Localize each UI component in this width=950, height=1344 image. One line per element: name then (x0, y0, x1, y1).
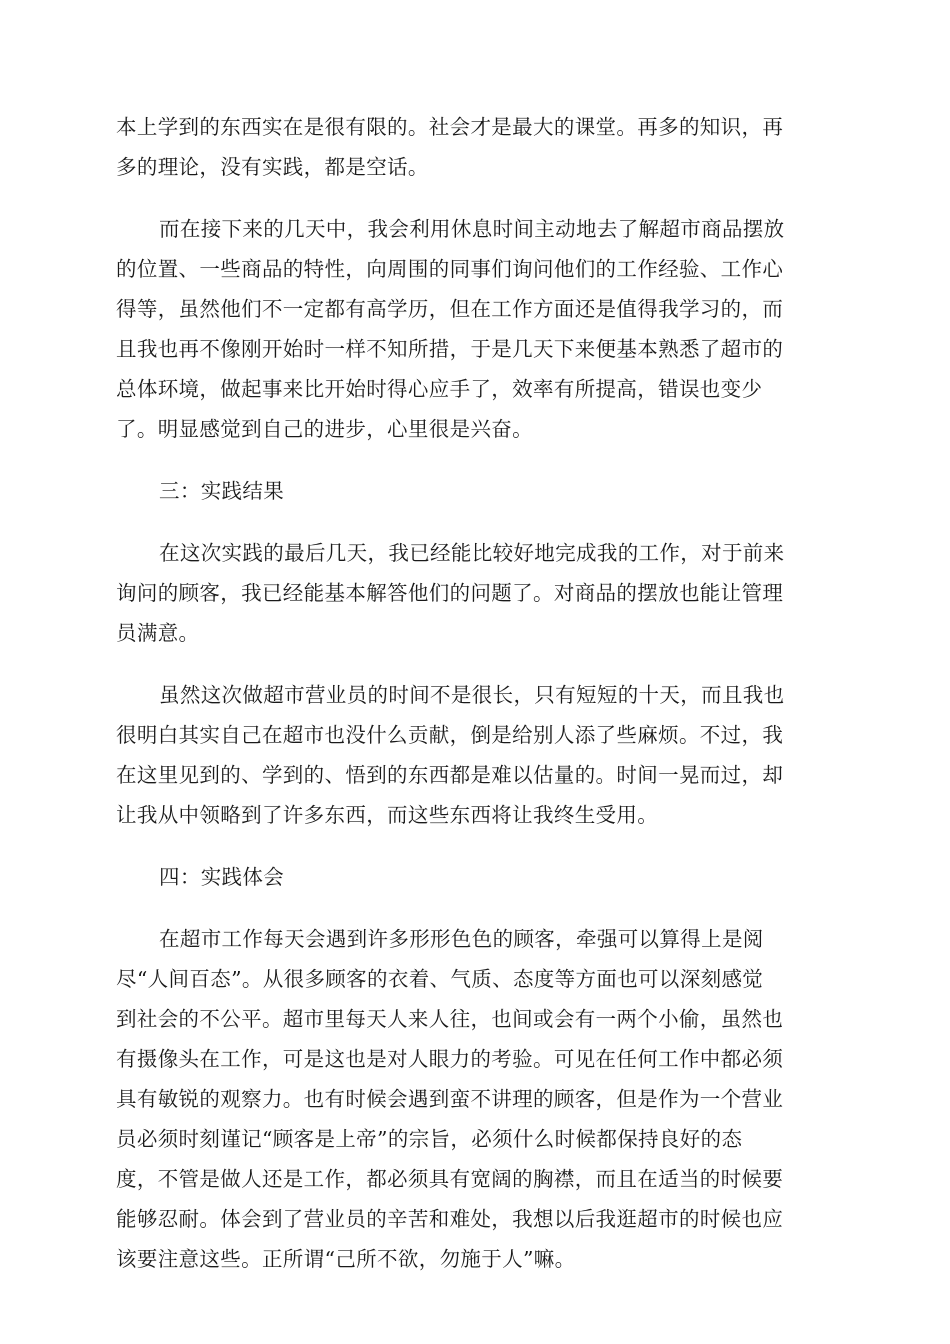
text-line: 的位置、一些商品的特性，向周围的同事们询问他们的工作经验、工作心 (116, 257, 784, 281)
text-line: 员满意。 (116, 621, 200, 645)
text-line: 多的理论，没有实践，都是空话。 (116, 155, 429, 179)
document-body (116, 107, 833, 1279)
text-line: 了。明显感觉到自己的进步，心里很是兴奋。 (116, 417, 533, 441)
text-line: 且我也再不像刚开始时一样不知所措，于是几天下来便基本熟悉了超市的 (116, 337, 784, 361)
paragraph (116, 919, 833, 1279)
text-line: 虽然这次做超市营业员的时间不是很长，只有短短的十天，而且我也 (159, 683, 785, 707)
text-line: 在这次实践的最后几天，我已经能比较好地完成我的工作，对于前来 (159, 541, 785, 565)
text-line: 该要注意这些。正所谓“己所不欲，勿施于人”嘛。 (116, 1247, 576, 1271)
section-heading: 三：实践结果 (159, 479, 285, 503)
text-line: 本上学到的东西实在是很有限的。社会才是最大的课堂。再多的知识，再 (116, 115, 784, 139)
text-line: 度，不管是做人还是工作，都必须具有宽阔的胸襟，而且在适当的时候要 (116, 1167, 784, 1191)
text-line: 很明白其实自己在超市也没什么贡献，倒是给别人添了些麻烦。不过，我 (116, 723, 784, 747)
text-line: 尽“人间百态”。从很多顾客的衣着、气质、态度等方面也可以深刻感觉 (116, 967, 764, 991)
text-line: 有摄像头在工作，可是这也是对人眼力的考验。可见在任何工作中都必须 (116, 1047, 784, 1071)
text-line: 总体环境，做起事来比开始时得心应手了，效率有所提高，错误也变少 (116, 377, 763, 401)
text-line: 到社会的不公平。超市里每天人来人往，也间或会有一两个小偷，虽然也 (116, 1007, 784, 1031)
paragraph (116, 533, 833, 653)
text-line: 员必须时刻谨记“顾客是上帝”的宗旨，必须什么时候都保持良好的态 (116, 1127, 743, 1151)
text-line: 而在接下来的几天中，我会利用休息时间主动地去了解超市商品摆放 (159, 217, 785, 241)
section-heading: 四：实践体会 (159, 865, 285, 889)
text-line: 让我从中领略到了许多东西，而这些东西将让我终生受用。 (116, 803, 659, 827)
paragraph (116, 209, 833, 449)
text-line: 能够忍耐。体会到了营业员的辛苦和难处，我想以后我逛超市的时候也应 (116, 1207, 784, 1231)
text-line: 具有敏锐的观察力。也有时候会遇到蛮不讲理的顾客，但是作为一个营业 (116, 1087, 784, 1111)
paragraph (116, 107, 833, 187)
paragraph (116, 675, 833, 835)
text-line: 得等，虽然他们不一定都有高学历，但在工作方面还是值得我学习的，而 (116, 297, 784, 321)
text-line: 在这里见到的、学到的、悟到的东西都是难以估量的。时间一晃而过，却 (116, 763, 784, 787)
text-line: 询问的顾客，我已经能基本解答他们的问题了。对商品的摆放也能让管理 (116, 581, 784, 605)
text-line: 在超市工作每天会遇到许多形形色色的顾客，牵强可以算得上是阅 (159, 927, 764, 951)
